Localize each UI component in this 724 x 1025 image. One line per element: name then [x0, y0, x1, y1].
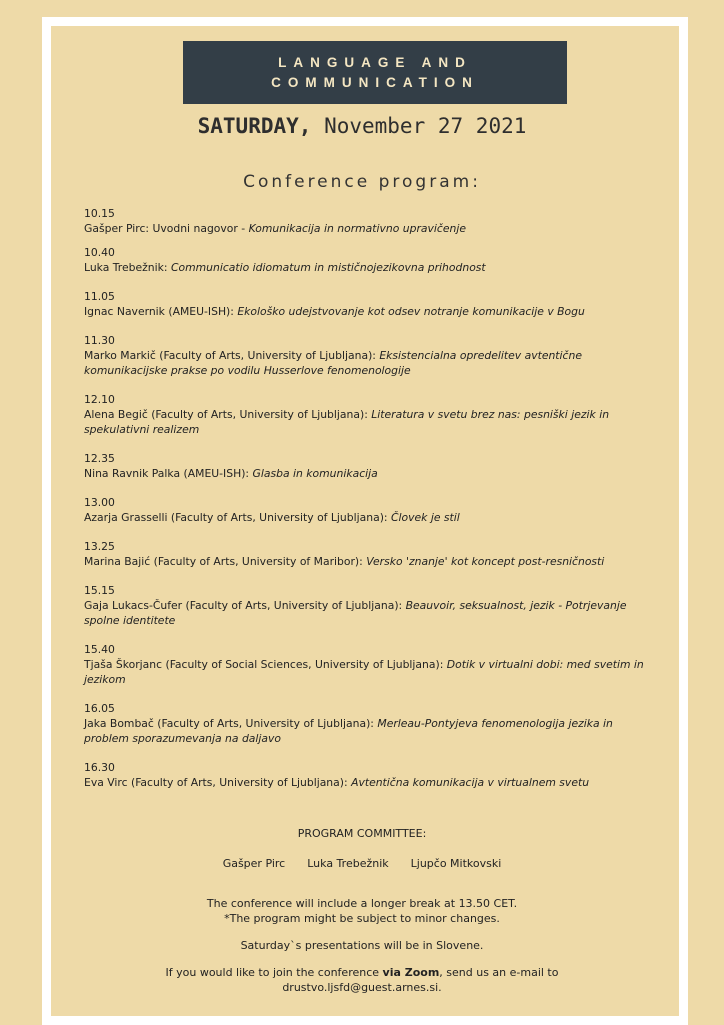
contact-email[interactable]: drustvo.ljsfd@guest.arnes.si. [282, 981, 442, 994]
program-item [84, 206, 644, 236]
program-item [84, 495, 644, 525]
program-time: 13.25 [84, 540, 115, 553]
program-item [84, 760, 644, 790]
program-title-text: Eksistencialna opredelitev avtentične komunikacijske prakse po vodilu Husserlove fenomenologije [84, 349, 582, 377]
program-speaker: Tjaša Škorjanc [84, 658, 163, 671]
program-list [84, 206, 644, 799]
program-affiliation: (Faculty of Social Sciences, University of Ljubljana): [162, 658, 447, 671]
program-time: 12.10 [84, 393, 115, 406]
program-affiliation: (Faculty of Arts, University of Ljubljana): [153, 717, 378, 730]
program-affiliation: (Faculty of Arts, University of Ljubljana): [182, 599, 406, 612]
date-day: SATURDAY, [197, 114, 312, 138]
program-item [84, 245, 644, 275]
title-banner [183, 41, 567, 104]
program-speaker: Ignac Navernik [84, 305, 165, 318]
program-item [84, 701, 644, 746]
program-speaker: Gaja Lukacs-Čufer [84, 599, 183, 612]
footer-notes [0, 896, 724, 995]
program-title-text: Ekološko udejstvovanje kot odsev notranje komunikacije v Bogu [237, 305, 585, 318]
program-title-text: Avtentična komunikacija v virtualnem svetu [351, 776, 590, 789]
program-affiliation: (AMEU-ISH): [180, 467, 253, 480]
program-title-text: Človek je stil [391, 511, 460, 524]
program-affiliation: (Faculty of Arts, University of Ljubljana): [147, 408, 372, 421]
program-title: Conference program: [243, 172, 481, 192]
program-time: 10.40 [84, 246, 115, 259]
program-time: 11.30 [84, 334, 115, 347]
program-speaker: Jaka Bombač [84, 717, 154, 730]
zoom-note [0, 965, 724, 980]
program-title-text: Versko 'znanje' kot koncept post-resničnosti [366, 555, 605, 568]
program-item [84, 451, 644, 481]
break-time: 13.50 CET. [458, 897, 518, 910]
program-time: 15.40 [84, 643, 115, 656]
program-title-text: Literatura v svetu brez nas: pesniški jezik in spekulativni realizem [84, 408, 610, 436]
title-line-2: COMMUNICATION [271, 74, 479, 90]
program-speaker: Nina Ravnik Palka [84, 467, 181, 480]
program-item [84, 583, 644, 628]
program-affiliation: Uvodni nagovor - [149, 222, 249, 235]
program-time: 16.05 [84, 702, 115, 715]
program-title-text: Komunikacija in normativno upravičenje [248, 222, 466, 235]
program-speaker: Marko Markič [84, 349, 156, 362]
program-speaker: Gašper Pirc: [84, 222, 150, 235]
program-affiliation: (AMEU-ISH): [164, 305, 238, 318]
program-time: 12.35 [84, 452, 115, 465]
program-time: 13.00 [84, 496, 115, 509]
committee-member: Ljupčo Mitkovski [410, 857, 502, 870]
program-affiliation: (Faculty of Arts, University of Maribor): [150, 555, 367, 568]
changes-note: *The program might be subject to minor changes. [224, 912, 500, 925]
program-title-text: Glasba in komunikacija [252, 467, 378, 480]
zoom-note-text: If you would like to join the conference [165, 966, 383, 979]
program-speaker: Azarja Grasselli [84, 511, 168, 524]
committee-member: Gašper Pirc [222, 857, 286, 870]
program-speaker: Alena Begič [84, 408, 148, 421]
zoom-note-rest: , send us an e-mail to [439, 966, 559, 979]
committee-members [0, 857, 724, 870]
program-affiliation: (Faculty of Arts, University of Ljubljana): [127, 776, 352, 789]
break-note-text: The conference will include a longer break at [206, 897, 459, 910]
program-affiliation: (Faculty of Arts, University of Ljubljana): [167, 511, 391, 524]
title-line-1: LANGUAGE AND [278, 54, 472, 70]
program-item [84, 392, 644, 437]
committee-title: PROGRAM COMMITTEE: [297, 827, 427, 840]
program-item [84, 289, 644, 319]
program-time: 16.30 [84, 761, 115, 774]
language-note: Saturday`s presentations will be in Slovene. [240, 939, 484, 952]
program-time: 10.15 [84, 207, 115, 220]
date-heading [0, 114, 724, 138]
program-item [84, 642, 644, 687]
date-value: November 27 2021 [324, 114, 527, 138]
program-speaker: Eva Virc [84, 776, 128, 789]
program-speaker: Marina Bajić [84, 555, 151, 568]
program-title-text: Beauvoir, seksualnost, jezik - Potrjevanje spolne identitete [84, 599, 627, 627]
program-item [84, 333, 644, 378]
program-title-text: Communicatio idiomatum in mističnojezikovna prihodnost [170, 261, 486, 274]
committee-member: Luka Trebežnik [307, 857, 389, 870]
program-speaker: Luka Trebežnik: [84, 261, 168, 274]
program-item [84, 539, 644, 569]
break-note [0, 896, 724, 911]
program-time: 15.15 [84, 584, 115, 597]
zoom-highlight: via Zoom [382, 966, 440, 979]
program-time: 11.05 [84, 290, 115, 303]
program-title-text: Merleau-Pontyjeva fenomenologija jezika in problem sporazumevanja na daljavo [84, 717, 613, 745]
program-title-text: Dotik v virtualni dobi: med svetim in jezikom [84, 658, 644, 686]
program-affiliation: (Faculty of Arts, University of Ljubljana): [155, 349, 380, 362]
